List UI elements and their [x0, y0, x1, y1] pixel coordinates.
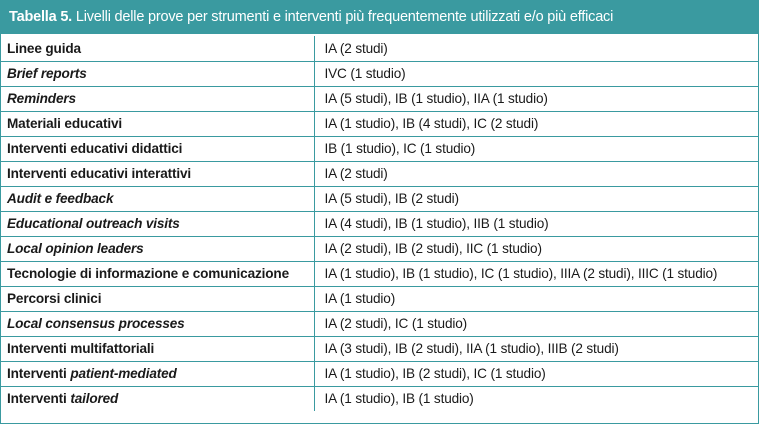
row-evidence-level: IA (4 studi), IB (1 studio), IIB (1 studio) [314, 211, 758, 236]
row-evidence-level: IA (1 studio), IB (1 studio), IC (1 studio), IIIA (2 studi), IIIC (1 studio) [314, 261, 758, 286]
table-row [1, 261, 758, 286]
table-row [1, 36, 758, 61]
row-instrument-label-part: Local opinion leaders [7, 241, 144, 256]
row-instrument-label-part: Materiali educativi [7, 116, 123, 131]
evidence-table [1, 36, 758, 411]
row-instrument-label-part: Audit e feedback [7, 191, 114, 206]
row-instrument-label-part: Interventi multifattoriali [7, 341, 155, 356]
row-instrument-label [1, 61, 314, 86]
row-instrument-label [1, 286, 314, 311]
row-instrument-label-part: Percorsi clinici [7, 291, 102, 306]
table-row [1, 86, 758, 111]
table-row [1, 61, 758, 86]
table-caption-label: Tabella 5. [9, 9, 73, 25]
row-instrument-label-part: Reminders [7, 91, 76, 106]
table-row [1, 186, 758, 211]
row-instrument-label [1, 136, 314, 161]
row-instrument-label-part: Local consensus processes [7, 316, 185, 331]
row-instrument-label-part: patient-mediated [70, 366, 177, 381]
row-instrument-label [1, 311, 314, 336]
table-row [1, 336, 758, 361]
row-evidence-level: IA (5 studi), IB (1 studio), IIA (1 studio) [314, 86, 758, 111]
row-instrument-label-part: Brief reports [7, 66, 87, 81]
table-row [1, 161, 758, 186]
row-evidence-level: IA (2 studi) [314, 161, 758, 186]
table-row [1, 386, 758, 411]
row-evidence-level: IA (2 studi), IB (2 studi), IIC (1 studio) [314, 236, 758, 261]
row-instrument-label-part: Interventi [7, 366, 71, 381]
row-evidence-level: IA (1 studio) [314, 286, 758, 311]
table-caption [1, 1, 758, 34]
row-instrument-label-part: Interventi educativi interattivi [7, 166, 192, 181]
table-row [1, 236, 758, 261]
row-instrument-label [1, 211, 314, 236]
row-evidence-level: IA (3 studi), IB (2 studi), IIA (1 studio), IIIB (2 studi) [314, 336, 758, 361]
table-row [1, 361, 758, 386]
row-instrument-label-part: Interventi educativi didattici [7, 141, 183, 156]
row-instrument-label [1, 361, 314, 386]
row-instrument-label [1, 236, 314, 261]
row-evidence-level: IA (2 studi), IC (1 studio) [314, 311, 758, 336]
row-instrument-label-part: Interventi [7, 391, 71, 407]
table-row [1, 111, 758, 136]
row-instrument-label [1, 86, 314, 111]
row-evidence-level: IB (1 studio), IC (1 studio) [314, 136, 758, 161]
row-instrument-label [1, 261, 314, 286]
row-instrument-label [1, 386, 314, 411]
table-caption-title: Livelli delle prove per strumenti e interventi più frequentemente utilizzati e/o più efficaci [75, 9, 614, 25]
row-instrument-label-part: Linee guida [7, 40, 81, 56]
table-row [1, 311, 758, 336]
table-row [1, 136, 758, 161]
table-row [1, 286, 758, 311]
row-instrument-label-part: Educational outreach visits [7, 216, 180, 231]
row-instrument-label [1, 336, 314, 361]
row-instrument-label [1, 111, 314, 136]
row-evidence-level: IVC (1 studio) [314, 61, 758, 86]
row-instrument-label [1, 186, 314, 211]
row-evidence-level: IA (2 studi) [314, 36, 758, 61]
row-instrument-label-part: tailored [70, 391, 119, 407]
evidence-table-body [1, 36, 758, 411]
row-instrument-label [1, 36, 314, 61]
row-evidence-level: IA (1 studio), IB (1 studio) [324, 391, 474, 407]
row-evidence-level: IA (1 studio), IB (4 studi), IC (2 studi) [314, 111, 758, 136]
row-instrument-label-part: Tecnologie di informazione e comunicazione [7, 266, 289, 281]
row-instrument-label [1, 161, 314, 186]
table-row [1, 211, 758, 236]
row-evidence-level: IA (5 studi), IB (2 studi) [314, 186, 758, 211]
row-evidence-level: IA (1 studio), IB (2 studi), IC (1 studio) [314, 361, 758, 386]
